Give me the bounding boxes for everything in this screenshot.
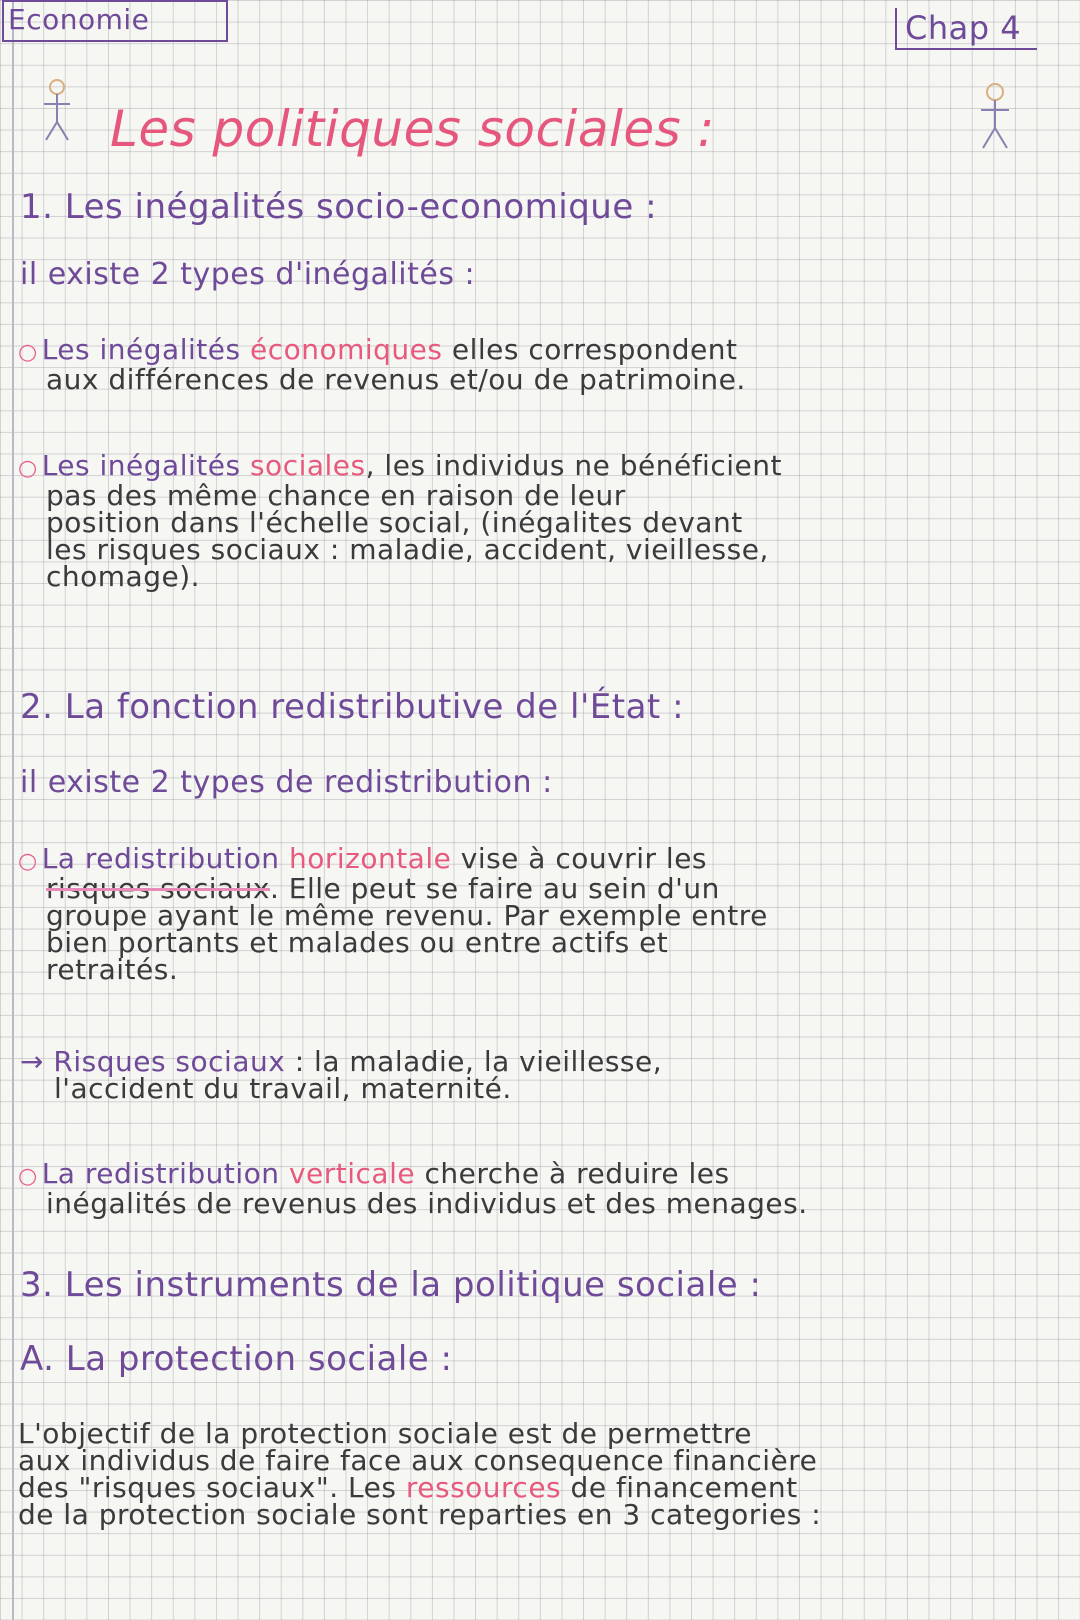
bullet-circle-icon: ○ — [18, 1164, 38, 1189]
struck-risques-sociaux: risques sociaux — [46, 872, 270, 905]
keyword-sociales: sociales — [249, 449, 366, 482]
bullet-lead: La redistribution — [41, 1157, 289, 1190]
note-text-line: l'accident du travail, maternité. — [54, 1072, 512, 1105]
keyword-economiques: économiques — [249, 333, 443, 366]
page-margin-line — [12, 0, 14, 1620]
bullet-horizontal-redistribution — [18, 842, 768, 986]
section3-heading: 3. Les instruments de la politique sociale : — [20, 1265, 762, 1305]
paragraph-line: L'objectif de la protection sociale est de permettre — [18, 1417, 752, 1450]
bullet-text-line: aux différences de revenus et/ou de patrimoine. — [46, 363, 746, 396]
note-text-line: : la maladie, la vieillesse, — [285, 1045, 663, 1078]
bullet-text-line: bien portants et malades ou entre actifs et — [46, 926, 669, 959]
bullet-text-line: pas des même chance en raison de leur — [46, 479, 626, 512]
bullet-text-line: inégalités de revenus des individus et des menages. — [46, 1187, 808, 1220]
paragraph-line: de financement — [561, 1471, 798, 1504]
bullet-circle-icon: ○ — [18, 849, 38, 874]
section2-intro: il existe 2 types de redistribution : — [20, 765, 553, 800]
bullet-text-line: cherche à reduire les — [415, 1157, 730, 1190]
paragraph-line: de la protection sociale sont reparties en 3 categories : — [18, 1498, 822, 1531]
right-stick-figure-icon — [975, 82, 1015, 154]
arrow-right-icon: → — [20, 1045, 54, 1078]
paragraph-line: des "risques sociaux". Les — [18, 1471, 406, 1504]
bullet-vertical-redistribution — [18, 1157, 808, 1220]
bullet-lead: Les inégalités — [41, 333, 250, 366]
bullet-text-line: vise à couvrir les — [451, 842, 708, 875]
note-label: Risques sociaux — [53, 1045, 286, 1078]
section1-intro: il existe 2 types d'inégalités : — [20, 257, 476, 292]
bullet-economic-inequalities — [18, 333, 746, 396]
bullet-text-line: chomage). — [46, 560, 201, 593]
risques-sociaux-note — [20, 1045, 663, 1105]
protection-sociale-paragraph — [18, 1417, 822, 1531]
bullet-text-line: retraités. — [46, 953, 179, 986]
bullet-circle-icon: ○ — [18, 456, 38, 481]
keyword-horizontale: horizontale — [288, 842, 452, 875]
bullet-text-line: elles correspondent — [442, 333, 738, 366]
keyword-verticale: verticale — [288, 1157, 416, 1190]
keyword-ressources: ressources — [405, 1471, 562, 1504]
paragraph-line: aux individus de faire face aux consequence financière — [18, 1444, 818, 1477]
page-title: Les politiques sociales : — [110, 100, 715, 158]
bullet-social-inequalities — [18, 449, 782, 593]
bullet-text-line: les risques sociaux : maladie, accident, vieillesse, — [46, 533, 769, 566]
bullet-text-line: position dans l'échelle social, (inégalites devant — [46, 506, 743, 539]
left-stick-figure-icon — [40, 78, 74, 148]
subject-label: Economie — [8, 3, 150, 36]
bullet-lead: Les inégalités — [41, 449, 250, 482]
section3-subheading: A. La protection sociale : — [20, 1339, 453, 1379]
bullet-circle-icon: ○ — [18, 340, 38, 365]
bullet-lead: La redistribution — [41, 842, 289, 875]
bullet-text-line: , les individus ne bénéficient — [365, 449, 782, 482]
section2-heading: 2. La fonction redistributive de l'État : — [20, 687, 685, 727]
bullet-text-line: groupe ayant le même revenu. Par exemple entre — [46, 899, 768, 932]
chapter-label: Chap 4 — [905, 9, 1022, 47]
section1-heading: 1. Les inégalités socio-economique : — [20, 187, 658, 227]
bullet-text-line: . Elle peut se faire au sein d'un — [269, 872, 720, 905]
